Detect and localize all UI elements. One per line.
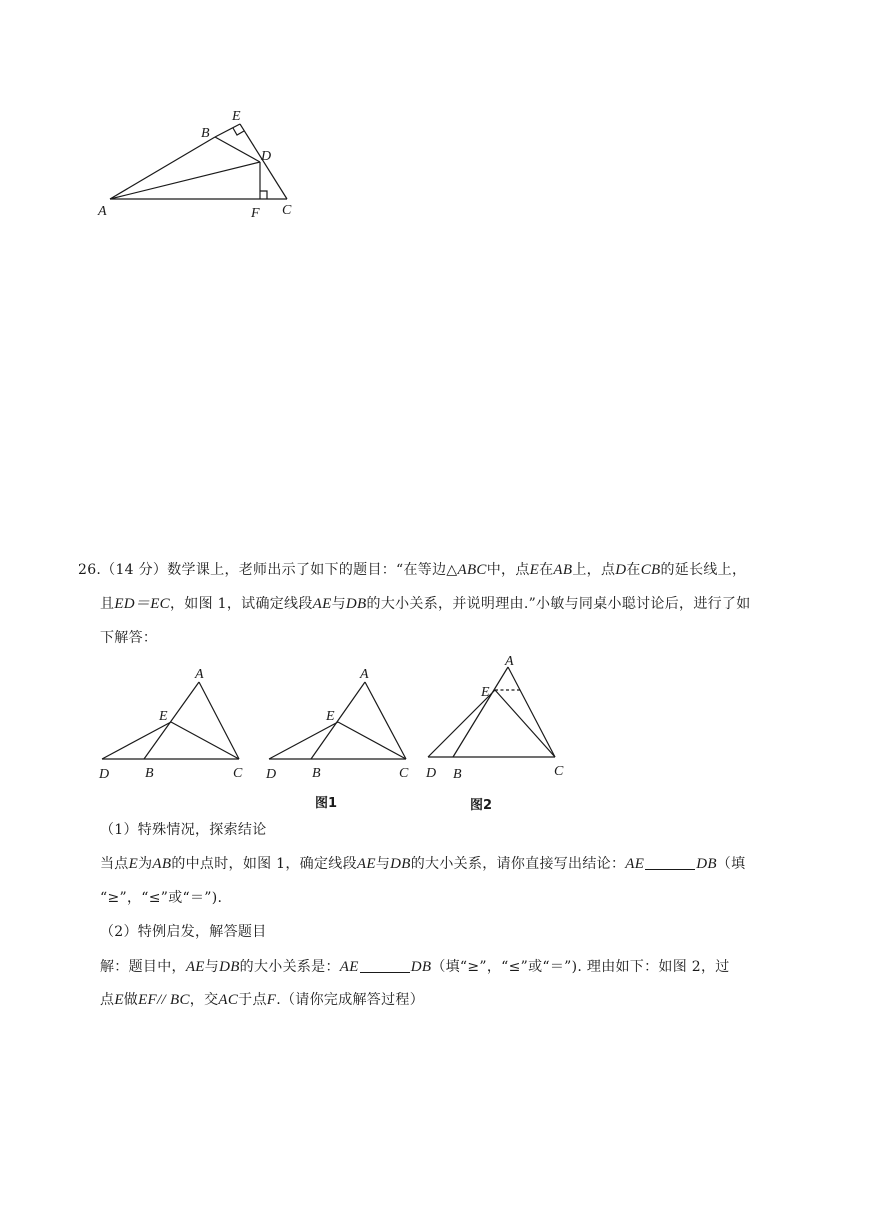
question-score: （14 分） [101,562,168,578]
var-ab: AB [553,562,573,578]
part1-text: （填 [716,856,746,872]
label-a: A [505,654,514,669]
answer-blank-2[interactable] [360,958,410,973]
var-db: DB [219,959,240,975]
label-a: A [98,204,107,219]
part2-text: 解：题目中， [100,959,186,975]
label-d: D [261,149,272,164]
stem-text: 数学课上，老师出示了如下的题目：“在等边△ [167,562,458,578]
label-d: D [266,767,277,782]
part2-line-2 [100,990,424,1010]
var-d: D [615,562,627,578]
figure-top-svg [95,100,315,225]
label-b: B [201,126,210,141]
part1-line-2 [100,888,222,908]
right-angle-e [233,128,244,135]
part2-text: 与 [204,959,220,975]
var-db: DB [410,959,432,975]
stem-text: 中，点 [486,562,530,578]
figure-1-caption: 图1 [315,796,338,811]
part1-line-1 [100,854,745,874]
label-c: C [554,764,564,779]
var-ae: AE [356,856,376,872]
label-b: B [453,767,462,782]
label-c: C [233,766,243,781]
label-a: A [360,667,369,682]
label-c: C [282,203,292,218]
figure-2-caption: 图2 [470,798,493,813]
part1-text: 为 [138,856,153,872]
part2-line-1 [100,957,730,977]
segment-bd [215,137,260,162]
part2-text: （填“≥”，“≤”或“＝”). 理由如下：如图 2，过 [431,959,730,975]
question-line-2 [100,594,751,614]
part2-text: 做 [123,992,139,1008]
var-ae: AE [625,856,645,872]
stem-text: 且 [100,596,115,612]
stem-text: 下解答： [100,630,158,646]
var-ef-bc: EF// BC [138,992,190,1008]
var-e: E [128,856,139,872]
stem-text: 上，点 [572,562,616,578]
part2-heading-text: （2）特例启发，解答题目 [100,924,267,940]
question-line-3 [100,628,157,648]
var-ae: AE [312,596,332,612]
var-ae: AE [185,959,205,975]
part1-heading [100,820,267,840]
figures-row [95,650,575,820]
var-ac: AC [218,992,239,1008]
stem-text: 在 [539,562,554,578]
label-d: D [99,767,110,782]
var-ed-ec: ED＝EC [114,596,170,612]
part2-text: 的大小关系是： [239,959,340,975]
segment-ad [110,162,260,199]
stem-text: 的大小关系，并说明理由.”小敏与同桌小聪讨论后，进行了如 [366,596,751,612]
var-e: E [529,562,540,578]
var-ab: AB [152,856,172,872]
part2-heading [100,922,267,942]
label-a: A [195,667,204,682]
stem-text: 在 [626,562,641,578]
part2-text: 点 [100,992,115,1008]
part2-text: ，交 [189,992,219,1008]
label-c: C [399,766,409,781]
var-db: DB [696,856,717,872]
label-e: E [159,709,168,724]
label-b: B [145,766,154,781]
var-ae: AE [339,959,359,975]
part1-text: 的大小关系，请你直接写出结论： [410,856,626,872]
right-angle-f [260,191,267,199]
stem-text: 的延长线上， [660,562,747,578]
label-d: D [426,766,437,781]
question-number: 26. [78,562,102,578]
part1-text: 当点 [100,856,129,872]
var-f: F [266,992,277,1008]
label-b: B [312,766,321,781]
label-e: E [481,685,490,700]
part1-text: “≥”，“≤”或“＝”). [100,890,223,906]
var-cb: CB [640,562,661,578]
triangle-figure-1 [269,682,406,759]
part2-text: 于点 [238,992,267,1008]
part1-text: 与 [375,856,391,872]
stem-text: 与 [331,596,346,612]
var-db: DB [390,856,411,872]
stem-text: ，如图 1，试确定线段 [169,596,313,612]
part1-text: 的中点时，如图 1，确定线段 [171,856,357,872]
segment-be [215,124,240,137]
segment-ab [110,137,215,199]
part2-text: .（请你完成解答过程） [276,992,424,1008]
answer-blank-1[interactable] [645,855,695,870]
triangle-figure-2 [428,667,555,757]
figure-top [95,100,315,225]
part1-heading-text: （1）特殊情况，探索结论 [100,822,267,838]
var-e: E [114,992,124,1008]
label-e: E [232,109,241,124]
figures-row-svg [95,650,575,820]
triangle-figure-a [102,682,239,759]
label-f: F [251,206,260,221]
var-abc: ABC [457,562,487,578]
question-line-1 [78,560,746,580]
var-db: DB [345,596,367,612]
label-e: E [326,709,335,724]
